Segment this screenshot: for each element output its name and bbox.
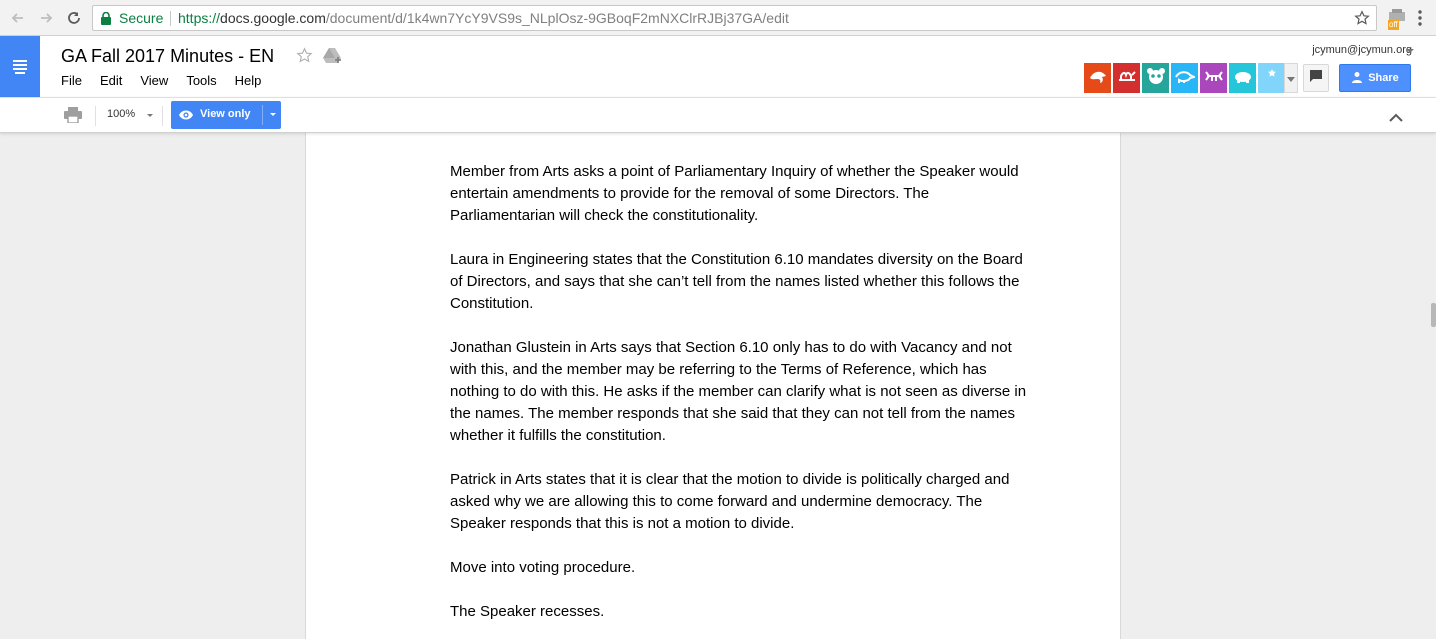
mode-label: View only — [200, 108, 251, 120]
print-icon[interactable] — [64, 107, 82, 128]
axolotl-icon — [1204, 68, 1224, 89]
menu-view[interactable]: View — [140, 73, 169, 88]
paragraph: The Speaker recesses. — [450, 603, 605, 620]
bookmark-star-icon[interactable] — [1354, 10, 1370, 31]
editor-toolbar — [0, 97, 1436, 133]
paragraph: Move into voting procedure. — [450, 559, 636, 576]
omnibox-divider — [170, 11, 171, 26]
document-canvas — [0, 133, 1436, 639]
url-text: https://docs.google.com/document/d/1k4wn7YcY9VS9s_NLplOsz-9GBoqF2mNXClrRJBj37GA/edit — [178, 10, 789, 26]
camel-icon — [1117, 68, 1137, 89]
document-title[interactable]: GA Fall 2017 Minutes - EN — [61, 46, 275, 66]
scrollbar-thumb[interactable] — [1431, 303, 1436, 327]
paragraph: Member from Arts asks a point of Parliamentary Inquiry of whether the Speaker would entertain amendments to provide for the removal of some Directors. The Parliamentarian will check the constitutionality. — [450, 163, 1019, 224]
menu-file[interactable]: File — [61, 73, 82, 88]
panda-icon — [1146, 67, 1166, 90]
share-label: Share — [1368, 72, 1399, 84]
hippo-icon — [1233, 68, 1253, 89]
toolbar-divider — [162, 106, 163, 126]
collaborator-avatar[interactable] — [1113, 63, 1140, 93]
extra-user-icon — [1262, 68, 1282, 89]
dolphin-icon — [1088, 68, 1108, 89]
lock-icon — [100, 12, 112, 30]
chevron-down-icon — [1287, 69, 1295, 87]
secure-label: Secure — [119, 10, 164, 26]
menu-edit[interactable]: Edit — [99, 73, 123, 88]
paragraph: Laura in Engineering states that the Constitution 6.10 mandates diversity on the Board of Directors, and says that she can’t tell from the names listed whether this follows the Constitution. — [450, 251, 1023, 312]
extension-badge: off — [1389, 20, 1398, 29]
docs-header — [0, 36, 1436, 97]
paragraph: Jonathan Glustein in Arts says that Section 6.10 only has to do with Vacancy and not with this, and the member may be referring to the Terms of Reference, which has nothing to do with this. He asks if the member can clarify what is not seen as diverse in the names. The member responds that she said that they can not tell from the names whether it fulfills the constitution. — [450, 339, 1027, 444]
comment-icon — [1309, 69, 1323, 88]
add-to-drive-icon[interactable] — [323, 47, 343, 69]
menu-bar — [61, 73, 279, 88]
star-document-icon[interactable] — [296, 47, 313, 69]
comments-button[interactable] — [1303, 64, 1329, 92]
account-email[interactable]: jcymun@jcymun.org — [1312, 44, 1412, 56]
collaborator-avatar[interactable] — [1171, 63, 1198, 93]
collaborator-avatar[interactable] — [1258, 63, 1285, 93]
forward-icon[interactable] — [36, 8, 56, 28]
document-page — [305, 133, 1121, 639]
address-bar[interactable] — [92, 5, 1377, 31]
docs-home-icon[interactable] — [0, 36, 40, 97]
account-dropdown-icon[interactable] — [1406, 49, 1414, 53]
collaborators-dropdown[interactable] — [1284, 63, 1298, 93]
menu-help[interactable]: Help — [234, 73, 262, 88]
share-people-icon — [1351, 71, 1363, 86]
collaborator-avatar[interactable] — [1084, 63, 1111, 93]
browser-menu-icon[interactable] — [1418, 10, 1422, 31]
zoom-select[interactable]: 100% — [107, 108, 136, 120]
browser-toolbar — [0, 0, 1436, 36]
chevron-up-icon[interactable] — [1389, 109, 1403, 127]
back-icon[interactable] — [8, 8, 28, 28]
anteater-icon — [1175, 68, 1195, 89]
paragraph: Patrick in Arts states that it is clear that the motion to divide is politically charged and asked why we are allowing this to come forward and undermine democracy. The Speaker responds that this is not a motion to divide. — [450, 471, 1010, 532]
view-only-mode-button[interactable] — [171, 101, 281, 129]
toolbar-divider — [95, 106, 96, 126]
reload-icon[interactable] — [64, 8, 84, 28]
collaborator-avatar[interactable] — [1200, 63, 1227, 93]
menu-tools[interactable]: Tools — [186, 73, 217, 88]
zoom-dropdown-icon[interactable] — [147, 114, 153, 117]
collaborator-avatar[interactable] — [1142, 63, 1169, 93]
eye-icon — [178, 108, 194, 125]
share-button[interactable] — [1339, 64, 1411, 92]
mode-dropdown-icon[interactable] — [270, 113, 276, 116]
mode-divider — [262, 105, 263, 125]
collaborator-avatar[interactable] — [1229, 63, 1256, 93]
